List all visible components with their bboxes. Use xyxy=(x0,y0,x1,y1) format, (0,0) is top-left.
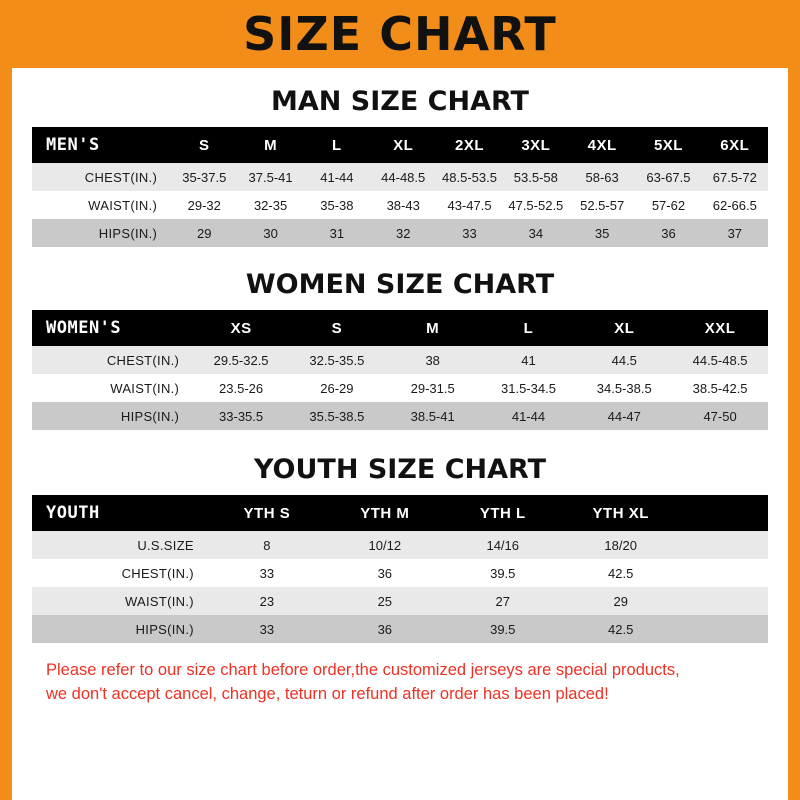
column-header: S xyxy=(199,136,210,154)
cell: 23 xyxy=(259,593,275,609)
cell: 41-44 xyxy=(320,169,354,185)
cell: 39.5 xyxy=(490,565,516,581)
cell: 27 xyxy=(495,593,510,609)
banner xyxy=(0,0,800,68)
cell: 39.5 xyxy=(490,621,516,637)
column-header: M xyxy=(426,319,440,337)
cell-spacer xyxy=(680,559,768,587)
table-header-row xyxy=(32,495,768,531)
notice-text xyxy=(32,659,768,707)
table-row xyxy=(32,163,768,191)
column-header: 5XL xyxy=(653,136,683,154)
cell: 33 xyxy=(259,621,275,637)
cell: 36 xyxy=(377,565,393,581)
column-header: M xyxy=(264,136,278,154)
notice-line-2: we don't accept cancel, change, teturn or refund after order has been placed! xyxy=(46,684,609,703)
column-header: 4XL xyxy=(587,136,617,154)
column-header-spacer xyxy=(680,495,768,531)
cell: 44-47 xyxy=(607,408,641,424)
cell: 53.5-58 xyxy=(513,169,558,185)
cell: 48.5-53.5 xyxy=(442,169,497,185)
cell: 38.5-42.5 xyxy=(692,380,748,396)
cell: 33 xyxy=(462,225,477,241)
cell: 25 xyxy=(377,593,393,609)
cell: 35 xyxy=(594,225,610,241)
cell: 29 xyxy=(197,225,212,241)
row-label: CHEST(IN.) xyxy=(106,352,180,368)
table-row xyxy=(32,587,768,615)
column-header: YTH L xyxy=(479,504,526,522)
table-row xyxy=(32,531,768,559)
cell: 52.5-57 xyxy=(580,197,625,213)
cell: 42.5 xyxy=(608,565,634,581)
cell: 41-44 xyxy=(511,408,546,424)
man-section-title: MAN SIZE CHART xyxy=(271,86,529,117)
cell: 8 xyxy=(263,537,271,553)
cell: 26-29 xyxy=(320,380,354,396)
cell-spacer xyxy=(680,615,768,643)
cell: 29-31.5 xyxy=(410,380,455,396)
row-label: WAIST(IN.) xyxy=(110,380,180,396)
cell: 44.5 xyxy=(611,352,637,368)
cell: 29-32 xyxy=(187,197,221,213)
man-size-table xyxy=(32,127,768,247)
column-header: L xyxy=(523,319,534,337)
column-header: 2XL xyxy=(455,136,485,154)
youth-size-table xyxy=(32,495,768,643)
cell: 10/12 xyxy=(368,537,402,553)
cell: 37 xyxy=(727,225,743,241)
cell: 42.5 xyxy=(608,621,634,637)
cell: 33-35.5 xyxy=(219,408,264,424)
table-row xyxy=(32,402,768,430)
content xyxy=(12,86,788,707)
cell: 58-63 xyxy=(585,169,619,185)
cell: 43-47.5 xyxy=(447,197,492,213)
youth-section-title: YOUTH SIZE CHART xyxy=(253,454,547,485)
cell: 32.5-35.5 xyxy=(309,352,365,368)
table-row xyxy=(32,615,768,643)
column-header: XS xyxy=(230,319,252,337)
table-row xyxy=(32,346,768,374)
cell: 35-38 xyxy=(320,197,354,213)
column-header: WOMEN'S xyxy=(46,318,122,338)
cell: 36 xyxy=(661,225,676,241)
cell-spacer xyxy=(680,587,768,615)
cell: 29 xyxy=(613,593,628,609)
cell: 31.5-34.5 xyxy=(501,380,556,396)
column-header: MEN'S xyxy=(46,135,100,155)
row-label: HIPS(IN.) xyxy=(98,225,158,241)
cell: 32 xyxy=(395,225,411,241)
cell: 33 xyxy=(259,565,275,581)
cell: 57-62 xyxy=(651,197,686,213)
row-label: WAIST(IN.) xyxy=(124,593,194,609)
cell: 36 xyxy=(377,621,393,637)
column-header: XXL xyxy=(704,319,736,337)
column-header: 3XL xyxy=(521,136,551,154)
cell: 63-67.5 xyxy=(646,169,691,185)
cell: 34.5-38.5 xyxy=(596,380,652,396)
row-label: HIPS(IN.) xyxy=(120,408,180,424)
cell: 41 xyxy=(521,352,536,368)
cell: 38-43 xyxy=(386,197,420,213)
cell: 14/16 xyxy=(486,537,520,553)
table-header-row xyxy=(32,127,768,163)
cell: 35-37.5 xyxy=(182,169,227,185)
column-header: YOUTH xyxy=(46,503,100,523)
cell: 47-50 xyxy=(703,408,737,424)
row-label: CHEST(IN.) xyxy=(121,565,194,581)
column-header: S xyxy=(331,319,343,337)
row-label: HIPS(IN.) xyxy=(135,621,194,637)
cell: 35.5-38.5 xyxy=(309,408,365,424)
cell: 37.5-41 xyxy=(248,169,293,185)
row-label: U.S.SIZE xyxy=(137,537,194,553)
column-header: XL xyxy=(614,319,635,337)
column-header: XL xyxy=(393,136,414,154)
column-header: YTH S xyxy=(243,504,291,522)
cell: 31 xyxy=(329,225,345,241)
table-row xyxy=(32,191,768,219)
cell: 32-35 xyxy=(253,197,288,213)
cell-spacer xyxy=(680,531,768,559)
table-row xyxy=(32,219,768,247)
table-header-row xyxy=(32,310,768,346)
column-header: YTH XL xyxy=(592,504,649,522)
page-title: SIZE CHART xyxy=(243,7,557,61)
cell: 62-66.5 xyxy=(712,197,757,213)
table-row xyxy=(32,559,768,587)
cell: 30 xyxy=(263,225,278,241)
women-size-table xyxy=(32,310,768,430)
column-header: L xyxy=(332,136,342,154)
row-label: WAIST(IN.) xyxy=(88,197,158,213)
row-label: CHEST(IN.) xyxy=(84,169,158,185)
cell: 47.5-52.5 xyxy=(508,197,564,213)
cell: 18/20 xyxy=(604,537,637,553)
cell: 38.5-41 xyxy=(410,408,455,424)
column-header: 6XL xyxy=(720,136,750,154)
notice-line-1: Please refer to our size chart before order,the customized jerseys are special products, xyxy=(46,661,680,679)
cell: 23.5-26 xyxy=(219,380,264,396)
cell: 34 xyxy=(528,225,544,241)
column-header: YTH M xyxy=(360,504,410,522)
women-section-title: WOMEN SIZE CHART xyxy=(245,269,555,300)
cell: 38 xyxy=(425,352,440,368)
cell: 44-48.5 xyxy=(381,169,426,185)
cell: 29.5-32.5 xyxy=(213,352,269,368)
cell: 44.5-48.5 xyxy=(692,352,748,368)
table-row xyxy=(32,374,768,402)
cell: 67.5-72 xyxy=(712,169,757,185)
